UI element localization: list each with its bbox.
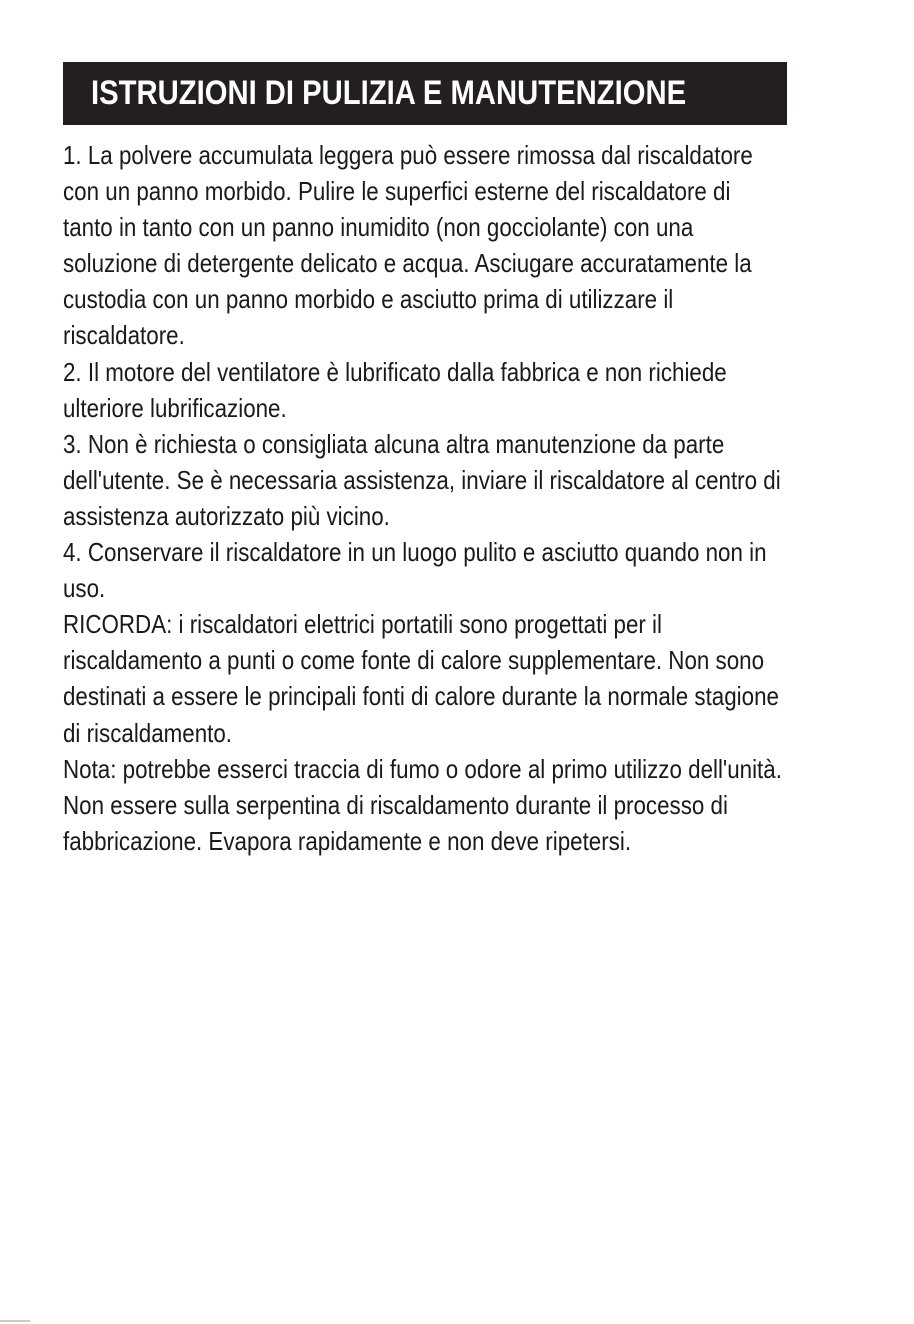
section-title-bar: [63, 62, 787, 125]
text-line: destinati a essere le principali fonti di calore durante la normale stagione: [63, 681, 779, 712]
text-line: 1. La polvere accumulata leggera può essere rimossa dal riscaldatore: [63, 140, 753, 170]
text-line: di riscaldamento.: [63, 717, 233, 748]
text-line: uso.: [63, 573, 106, 604]
text-line: Nota: potrebbe esserci traccia di fumo o odore al primo utilizzo dell'unità.: [63, 753, 782, 784]
text-line: fabbricazione. Evapora rapidamente e non deve ripetersi.: [63, 825, 632, 856]
text-line: riscaldatore.: [63, 320, 185, 351]
text-line: assistenza autorizzato più vicino.: [63, 500, 390, 531]
text-line: soluzione di detergente delicato e acqua. Asciugare accuratamente la: [63, 248, 752, 279]
text-line: dell'utente. Se è necessaria assistenza, inviare il riscaldatore al centro di: [63, 464, 781, 495]
section-title: ISTRUZIONI DI PULIZIA E MANUTENZIONE: [91, 74, 687, 112]
text-line: 2. Il motore del ventilatore è lubrificato dalla fabbrica e non richiede: [63, 356, 727, 387]
text-line: custodia con un panno morbido e asciutto prima di utilizzare il: [63, 284, 674, 315]
text-line: ulteriore lubrificazione.: [63, 392, 287, 423]
text-line: con un panno morbido. Pulire le superfici esterne del riscaldatore di: [63, 176, 731, 207]
text-line: riscaldamento a punti o come fonte di calore supplementare. Non sono: [63, 645, 765, 676]
text-line: 3. Non è richiesta o consigliata alcuna altra manutenzione da parte: [63, 428, 725, 459]
instructions-body: [63, 137, 913, 859]
text-line: tanto in tanto con un panno inumidito (non gocciolante) con una: [63, 212, 694, 243]
text-line: 4. Conservare il riscaldatore in un luogo pulito e asciutto quando non in: [63, 537, 767, 568]
text-line: RICORDA: i riscaldatori elettrici portatili sono progettati per il: [63, 609, 662, 640]
text-line: Non essere sulla serpentina di riscaldamento durante il processo di: [63, 789, 728, 820]
page-edge-mark: [0, 1320, 30, 1322]
